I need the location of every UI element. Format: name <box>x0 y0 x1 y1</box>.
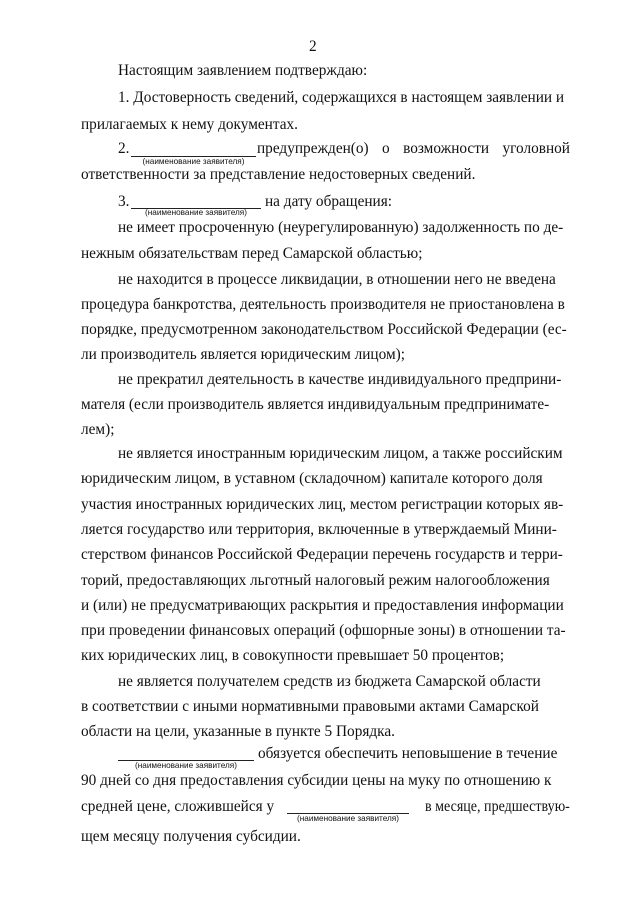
item-2-number: 2. <box>118 140 130 157</box>
foreign-line-5: стерством финансов Российской Федерации перечень государств и терри- <box>81 546 563 563</box>
budget-line-1: не является получателем средств из бюджета Самарской области <box>118 673 541 690</box>
item-3-line-1: на дату обращения: <box>265 193 393 210</box>
obligation-line-3b: в месяце, предшествую- <box>425 798 570 815</box>
item-2-line-1: предупрежден(о) о возможности уголовной <box>257 140 570 157</box>
debt-line-2: нежным обязательствам перед Самарской областью; <box>81 245 423 262</box>
item-3-number: 3. <box>118 193 130 210</box>
budget-line-3: области на цели, указанные в пункте 5 Порядка. <box>81 723 395 740</box>
obligation-line-2: 90 дней со дня предоставления субсидии цены на муку по отношению к <box>81 772 552 789</box>
foreign-line-2: юридическим лицом, в уставном (складочном) капитале которого доля <box>81 470 543 487</box>
entrepreneur-line-1: не прекратил деятельность в качестве индивидуального предприни- <box>118 371 562 388</box>
foreign-line-7: и (или) не предусматривающих раскрытия и предоставления информации <box>81 597 564 614</box>
item-2-line-2: ответственности за представление недостоверных сведений. <box>81 166 476 183</box>
entrepreneur-line-2: мателя (если производитель является индивидуальным предпринимате- <box>81 396 550 413</box>
liquidation-line-3: порядке, предусмотренном законодательством Российской Федерации (ес- <box>81 321 567 338</box>
obligation-line-3a: средней цене, сложившейся у <box>81 798 275 815</box>
applicant-name-caption-3: (наименование заявителя) <box>135 761 237 770</box>
liquidation-line-1: не находится в процессе ликвидации, в отношении него не введена <box>118 271 556 288</box>
liquidation-line-4: ли производитель является юридическим лицом); <box>81 346 405 363</box>
applicant-name-caption-2: (наименование заявителя) <box>145 208 247 217</box>
liquidation-line-2: процедура банкротства, деятельность производителя не приостановлена в <box>81 296 565 313</box>
page-number: 2 <box>309 38 317 55</box>
item-1-line-1: 1. Достоверность сведений, содержащихся в настоящем заявлении и <box>118 89 565 106</box>
item-1-line-2: прилагаемых к нему документах. <box>81 116 298 133</box>
foreign-line-1: не является иностранным юридическим лицом, а также российским <box>118 445 563 462</box>
foreign-line-4: ляется государство или территория, включенные в утверждаемый Мини- <box>81 521 557 538</box>
obligation-line-4: щем месяцу получения субсидии. <box>81 828 301 845</box>
foreign-line-9: ких юридических лиц, в совокупности превышает 50 процентов; <box>81 647 505 664</box>
entrepreneur-line-3: лем); <box>81 421 115 438</box>
foreign-line-8: при проведении финансовых операций (офшорные зоны) в отношении та- <box>81 622 566 639</box>
obligation-line-1: обязуется обеспечить неповышение в течение <box>258 745 558 762</box>
debt-line-1: не имеет просроченную (неурегулированную) задолженность по де- <box>118 219 564 236</box>
budget-line-2: в соответствии с иными нормативными правовыми актами Самарской <box>81 698 539 715</box>
intro-line: Настоящим заявлением подтверждаю: <box>118 62 368 79</box>
applicant-name-caption-1: (наименование заявителя) <box>142 157 245 166</box>
foreign-line-6: торий, предоставляющих льготный налоговый режим налогообложения <box>81 572 550 589</box>
foreign-line-3: участия иностранных юридических лиц, местом регистрации которых яв- <box>81 496 564 513</box>
applicant-name-caption-4: (наименование заявителя) <box>297 814 399 823</box>
